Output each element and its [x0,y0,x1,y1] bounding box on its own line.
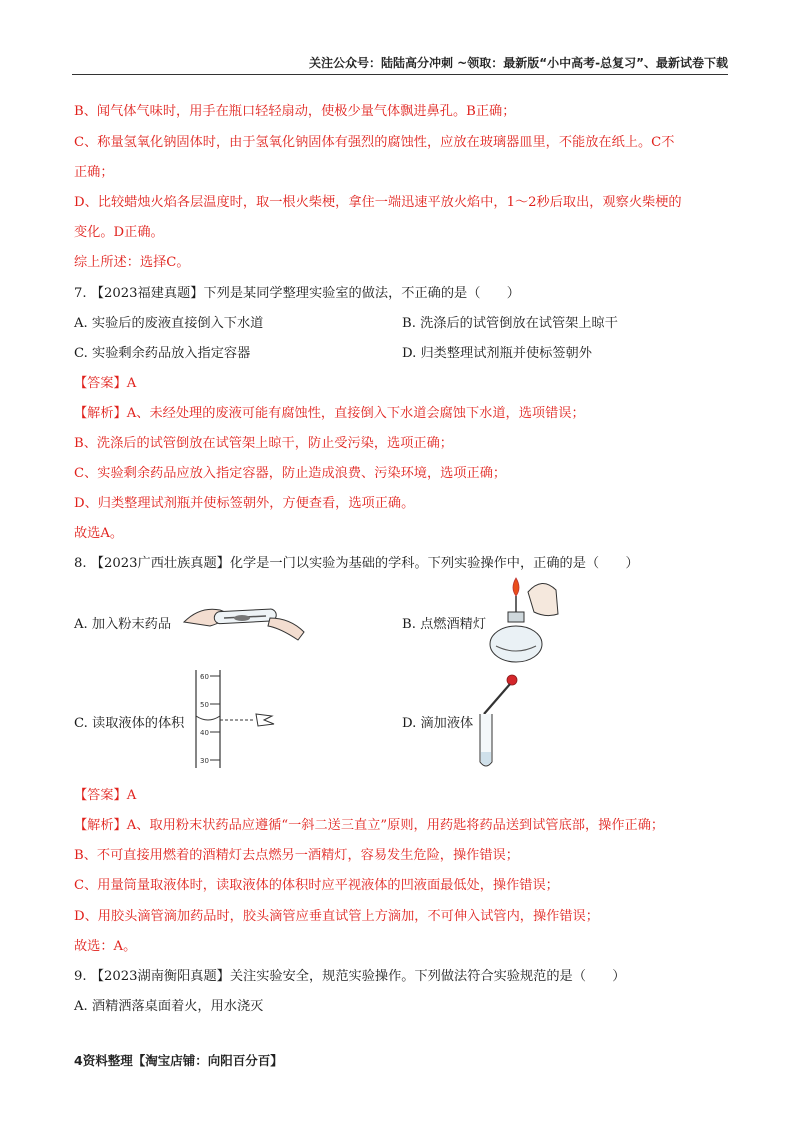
q7-analysis-b: B、洗涤后的试管倒放在试管架上晾干，防止受污染，选项正确； [74,436,453,451]
q8-conclusion: 故选：A。 [74,939,137,954]
q8-stem: 8. 【2023广西壮族真题】化学是一门以实验为基础的学科。下列实验操作中，正确的是（ ） [74,556,639,571]
q8-option-a: A. 加入粉末药品 [74,617,172,632]
q9-option-a: A. 酒精洒落桌面着火，用水浇灭 [74,999,264,1014]
cylinder-tick-40: 40 [200,729,209,737]
page-footer [74,1051,283,1069]
q8-option-c: C. 读取液体的体积 [74,716,185,731]
q9-stem: 9. 【2023湖南衡阳真题】关注实验安全，规范实验操作。下列做法符合实验规范的是（ ） [74,969,626,984]
q7-analysis-d: D、归类整理试剂瓶并使标签朝外，方便查看，选项正确。 [74,496,415,511]
q7-option-d: D. 归类整理试剂瓶并使标签朝外 [402,346,592,361]
page-header: 关注公众号：陆陆高分冲刺 ~领取：最新版“小中高考-总复习”、最新试卷下载 [309,56,728,70]
q8-analysis-b: B、不可直接用燃着的酒精灯去点燃另一酒精灯，容易发生危险，操作错误； [74,848,519,863]
q7-answer: 【答案】A [74,376,137,391]
q6-analysis-d-line2: 变化。D正确。 [74,225,164,240]
cylinder-tick-60: 60 [200,673,209,681]
q6-analysis-c-line2: 正确； [74,165,114,180]
cylinder-tick-50: 50 [200,701,209,709]
q8-answer: 【答案】A [74,788,137,803]
q7-conclusion: 故选A。 [74,526,124,541]
page-number: 4 [74,1053,83,1068]
q6-summary: 综上所述：选择C。 [74,255,190,270]
cylinder-tick-30: 30 [200,757,209,765]
powder-test-tube-figure [180,592,310,644]
q8-option-b: B. 点燃酒精灯 [402,617,487,632]
q8-analysis-c: C、用量筒量取液体时，读取液体的体积时应平视液体的凹液面最低处，操作错误； [74,878,559,893]
q7-option-b: B. 洗涤后的试管倒放在试管架上晾干 [402,316,618,331]
q6-analysis-b: B、闻气体气味时，用手在瓶口轻轻扇动，使极少量气体飘进鼻孔。B正确； [74,104,516,119]
q6-analysis-c-line1: C、称量氢氧化钠固体时，由于氢氧化钠固体有强烈的腐蚀性，应放在玻璃器皿里，不能放在纸上。C不 [74,135,675,150]
q7-analysis-c: C、实验剩余药品应放入指定容器，防止造成浪费、污染环境，选项正确； [74,466,507,481]
dropper-test-tube-figure [472,670,522,774]
q8-analysis-d: D、用胶头滴管滴加药品时，胶头滴管应垂直试管上方滴加，不可伸入试管内，操作错误； [74,909,599,924]
graduated-cylinder-figure [190,668,282,772]
q8-analysis-a: 【解析】A、取用粉末状药品应遵循“一斜二送三直立”原则，用药匙将药品送到试管底部，操作正确； [74,818,665,833]
header-rule [72,74,728,75]
alcohol-lamp-figure [486,574,566,666]
q7-analysis-a: 【解析】A、未经处理的废液可能有腐蚀性，直接倒入下水道会腐蚀下水道，选项错误； [74,406,585,421]
q7-option-c: C. 实验剩余药品放入指定容器 [74,346,251,361]
q8-option-d: D. 滴加液体 [402,716,474,731]
q6-analysis-d-line1: D、比较蜡烛火焰各层温度时，取一根火柴梗，拿住一端迅速平放火焰中，1～2秒后取出，观察火柴梗的 [74,195,682,210]
q7-stem: 7. 【2023福建真题】下列是某同学整理实验室的做法，不正确的是（ ） [74,286,520,301]
q7-option-a: A. 实验后的废液直接倒入下水道 [74,316,264,331]
footer-text: 资料整理【淘宝店铺：向阳百分百】 [82,1053,283,1068]
